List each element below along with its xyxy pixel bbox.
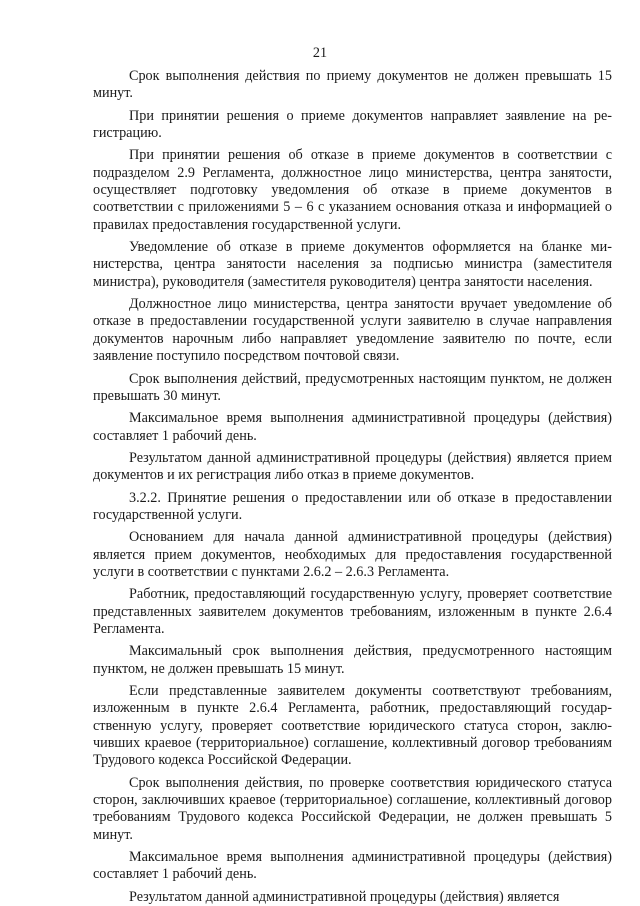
paragraph-5: Должностное лицо министерства, центра занятости вручает уведомление об отказе в предоставлении государственной услуги заявителю в случае направления документов нарочным либо направляет уведомление заявителю по почте, если заявление поступило посредством почтовой связи. [93,296,612,365]
page-number: 21 [312,45,328,61]
paragraph-2: При принятии решения о приеме документов направляет заявление на регистрацию. [93,107,612,142]
paragraph-1: Срок выполнения действия по приему документов не должен превышать 15 минут. [93,68,612,102]
paragraph-14: Срок выполнения действия, по проверке соответствия юридического статуса сторон, заключивших краевое (территориальное) соглашение, коллективный договор требованиям Трудового кодекса Российской Федерации, не должен превышать 5 минут. [93,774,612,843]
paragraph-12: Максимальный срок выполнения действия, предусмотренного настоящим пунктом, не должен превышать 15 минут. [93,643,612,677]
paragraph-8: Результатом данной административной процедуры (действия) является прием документов и их регистрация либо отказ в приеме документов. [93,449,612,484]
paragraph-9: 3.2.2. Принятие решения о предоставлении или об отказе в предоставлении государственной услуги. [93,489,612,523]
paragraph-11: Работник, предоставляющий государственную услугу, проверяет соответствие представленных заявителем документов требованиям, изложенным в пункте 2.6.4 Регламента. [93,586,612,637]
paragraph-3: При принятии решения об отказе в приеме документов в соответствии с подразделом 2.9 Регламента, должностное лицо министерства, центра занятости, осуществляет подготовку уведомления об отказе в приеме документов в соответствии с приложениями 5 – 6 с указанием основания отказа и информацией о правилах предоставления государственной услуги. [93,147,612,233]
paragraph-10: Основанием для начала данной административной процедуры (действия) является прием документов, необходимых для предоставления государственной услуги в соответствии с пунктами 2.6.2 – 2.6.3 Регламента. [93,529,612,580]
paragraph-6: Срок выполнения действий, предусмотренных настоящим пунктом, не должен превышать 30 минут. [93,370,612,404]
paragraph-15: Максимальное время выполнения административной процедуры (действия) составляет 1 рабочий день. [93,849,612,883]
document-body [93,68,612,906]
paragraph-7: Максимальное время выполнения административной процедуры (действия) составляет 1 рабочий день. [93,410,612,444]
paragraph-16: Результатом данной административной процедуры (действия) является [129,888,560,905]
paragraph-4: Уведомление об отказе в приеме документов оформляется на бланке министерства, центра занятости населения за подписью министра (заместителя министра), руководителя (заместителя руководителя) центра занятости населения. [93,239,612,290]
paragraph-13: Если представленные заявителем документы соответствуют требованиям, изложенным в пункте 2.6.4 Регламента, работник, предоставляющий государственную услугу, проверяет соответствие юридического статуса сторон, заключивших краевое (территориальное) соглашение, коллективный договор требованиям Трудового кодекса Российской Федерации. [93,683,612,769]
